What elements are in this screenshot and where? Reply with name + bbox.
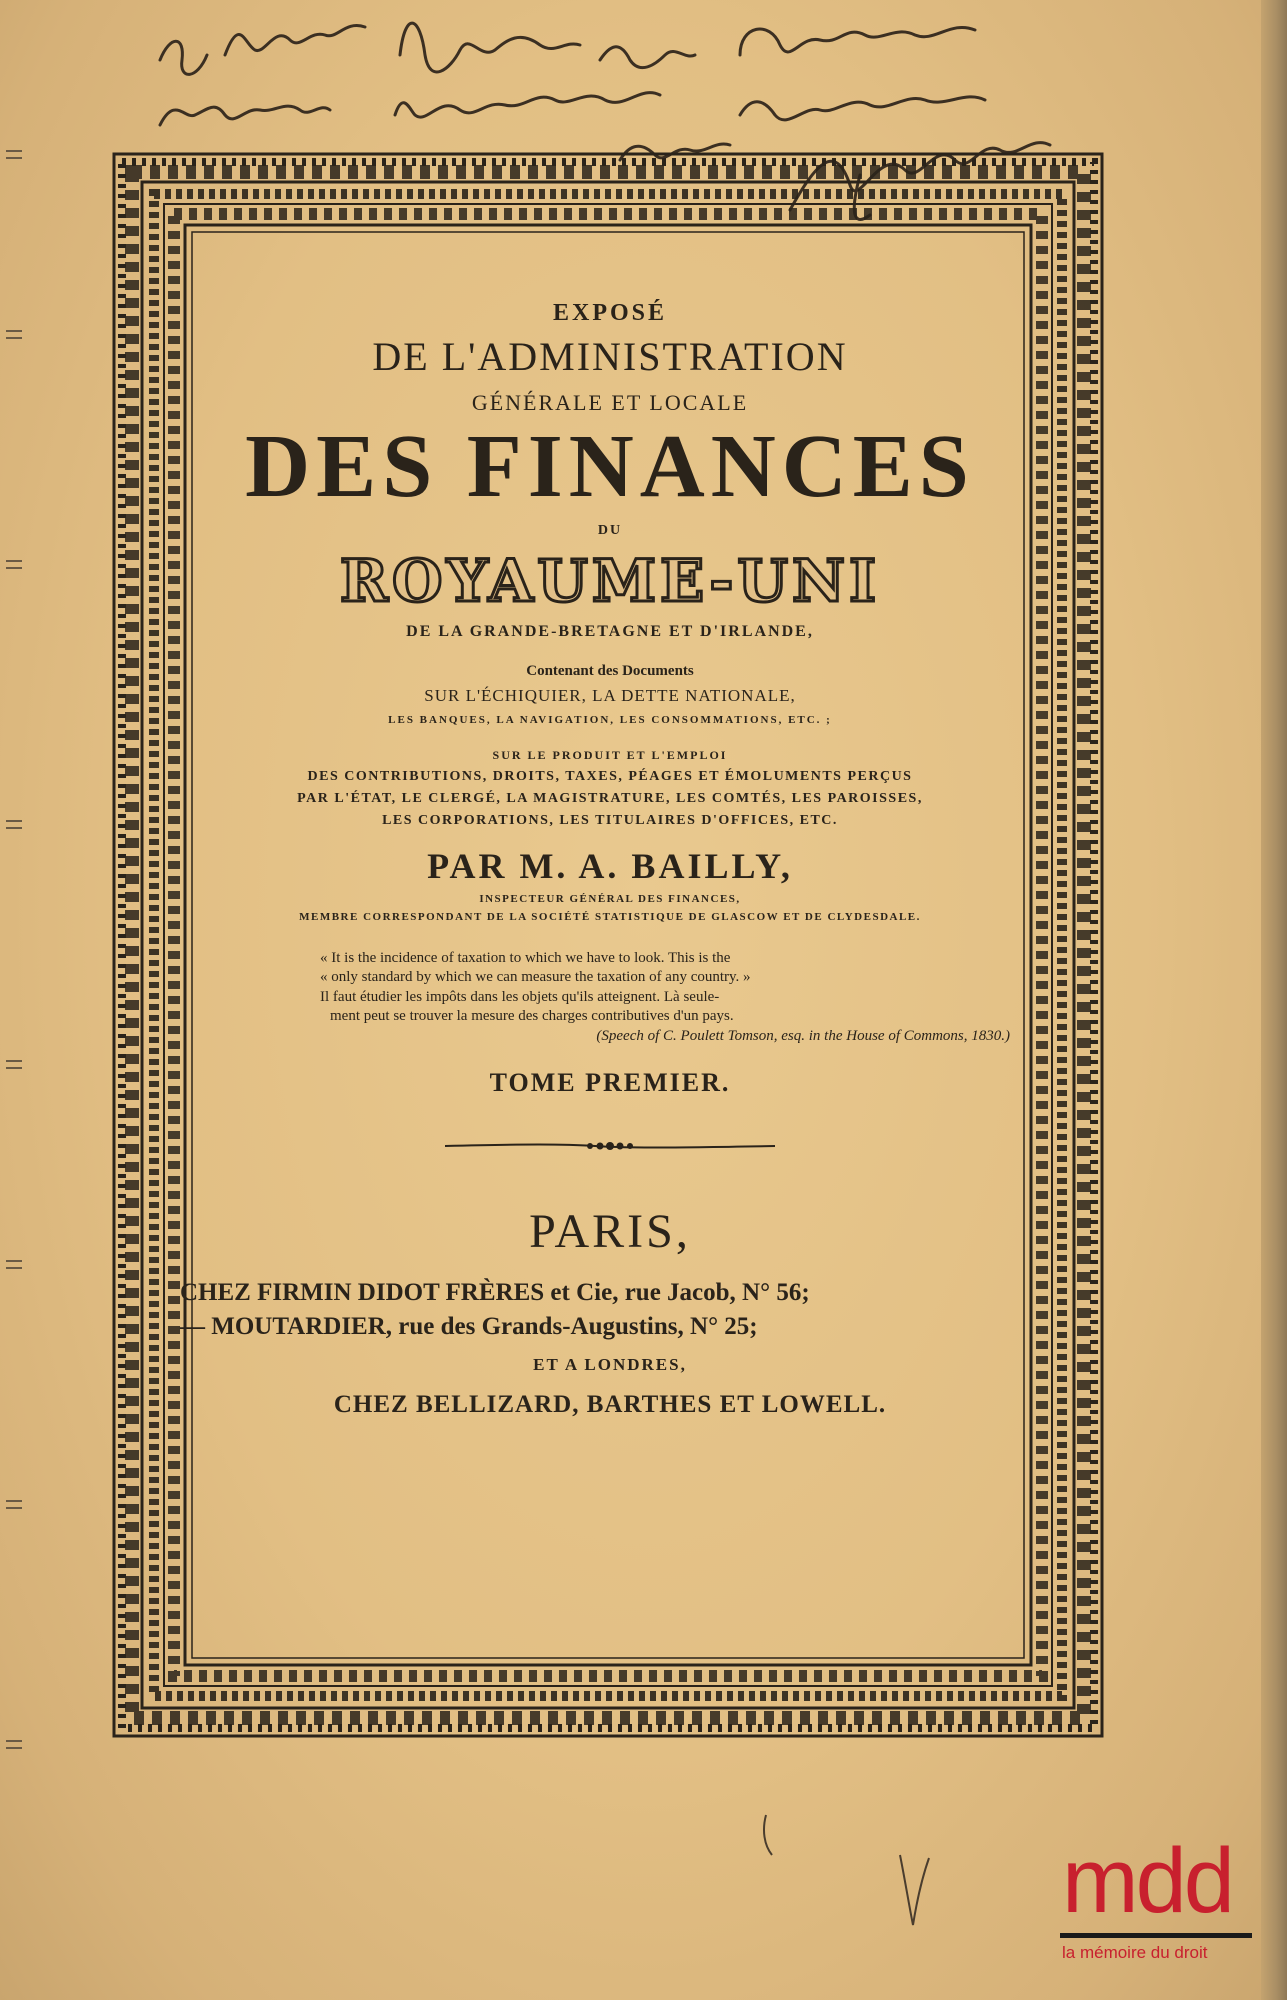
imprint-city: PARIS, <box>529 1205 691 1258</box>
title-du: DU <box>597 522 623 538</box>
page-edge <box>1261 0 1287 2000</box>
epigraph-line-4: ment peut se trouver la mesure des charges contributives d'un pays. <box>330 1008 734 1024</box>
title-expose: EXPOSÉ <box>552 300 668 326</box>
subtitle-contributions-3: LES CORPORATIONS, LES TITULAIRES D'OFFICES, ETC. <box>382 812 838 828</box>
title-bretagne: DE LA GRANDE-BRETAGNE ET D'IRLANDE, <box>406 622 814 640</box>
logo-tagline: la mémoire du droit <box>1062 1943 1208 1962</box>
imprint-publisher-3: CHEZ BELLIZARD, BARTHES ET LOWELL. <box>333 1391 887 1418</box>
imprint-publisher-1: CHEZ FIRMIN DIDOT FRÈRES et Cie, rue Jacob, N° 56; <box>180 1279 810 1306</box>
mdd-logo <box>1060 1830 1260 1985</box>
title-administration: DE L'ADMINISTRATION <box>372 334 848 379</box>
pencil-check-mark <box>895 1850 935 1930</box>
author-membership: MEMBRE CORRESPONDANT DE LA SOCIÉTÉ STATISTIQUE DE GLASCOW ET DE CLYDESDALE. <box>299 910 921 923</box>
title-royaume-uni: ROYAUME-UNI <box>339 546 881 615</box>
pencil-mark <box>760 1810 784 1860</box>
epigraph-line-3: Il faut étudier les impôts dans les objets qu'ils atteignent. Là seule- <box>320 988 720 1005</box>
author-line: PAR M. A. BAILLY, <box>427 845 793 886</box>
subtitle-sur-produit: SUR LE PRODUIT ET L'EMPLOI <box>492 747 728 762</box>
imprint-london: ET A LONDRES, <box>533 1355 687 1374</box>
epigraph <box>320 949 1010 1047</box>
logo-mark: mdd <box>1062 1830 1232 1932</box>
author-title: INSPECTEUR GÉNÉRAL DES FINANCES, <box>479 892 741 905</box>
title-finances: DES FINANCES <box>245 417 975 516</box>
subtitle-banques: LES BANQUES, LA NAVIGATION, LES CONSOMMATIONS, ETC. ; <box>388 713 832 726</box>
imprint-publisher-2: — MOUTARDIER, rue des Grands-Augustins, N° 25; <box>180 1313 758 1340</box>
subtitle-contributions-2: PAR L'ÉTAT, LE CLERGÉ, LA MAGISTRATURE, LES COMTÉS, LES PAROISSES, <box>297 790 923 806</box>
ornamental-rule <box>445 1140 775 1152</box>
epigraph-source: (Speech of C. Poulett Tomson, esq. in the House of Commons, 1830.) <box>596 1027 1010 1044</box>
title-generale: GÉNÉRALE ET LOCALE <box>471 390 749 415</box>
epigraph-line-1: « It is the incidence of taxation to which we have to look. This is the <box>320 949 731 966</box>
subtitle-echiquier: SUR L'ÉCHIQUIER, LA DETTE NATIONALE, <box>424 685 796 705</box>
title-page-text <box>180 290 1010 1419</box>
logo-bar <box>1060 1933 1252 1938</box>
binding-marks <box>0 0 30 2000</box>
epigraph-line-2: « only standard by which we can measure the taxation of any country. » <box>320 969 751 985</box>
subtitle-contenant: Contenant des Documents <box>526 662 694 679</box>
subtitle-contributions-1: DES CONTRIBUTIONS, DROITS, TAXES, PÉAGES ET ÉMOLUMENTS PERÇUS <box>307 768 913 784</box>
volume-label: TOME PREMIER. <box>489 1068 731 1097</box>
